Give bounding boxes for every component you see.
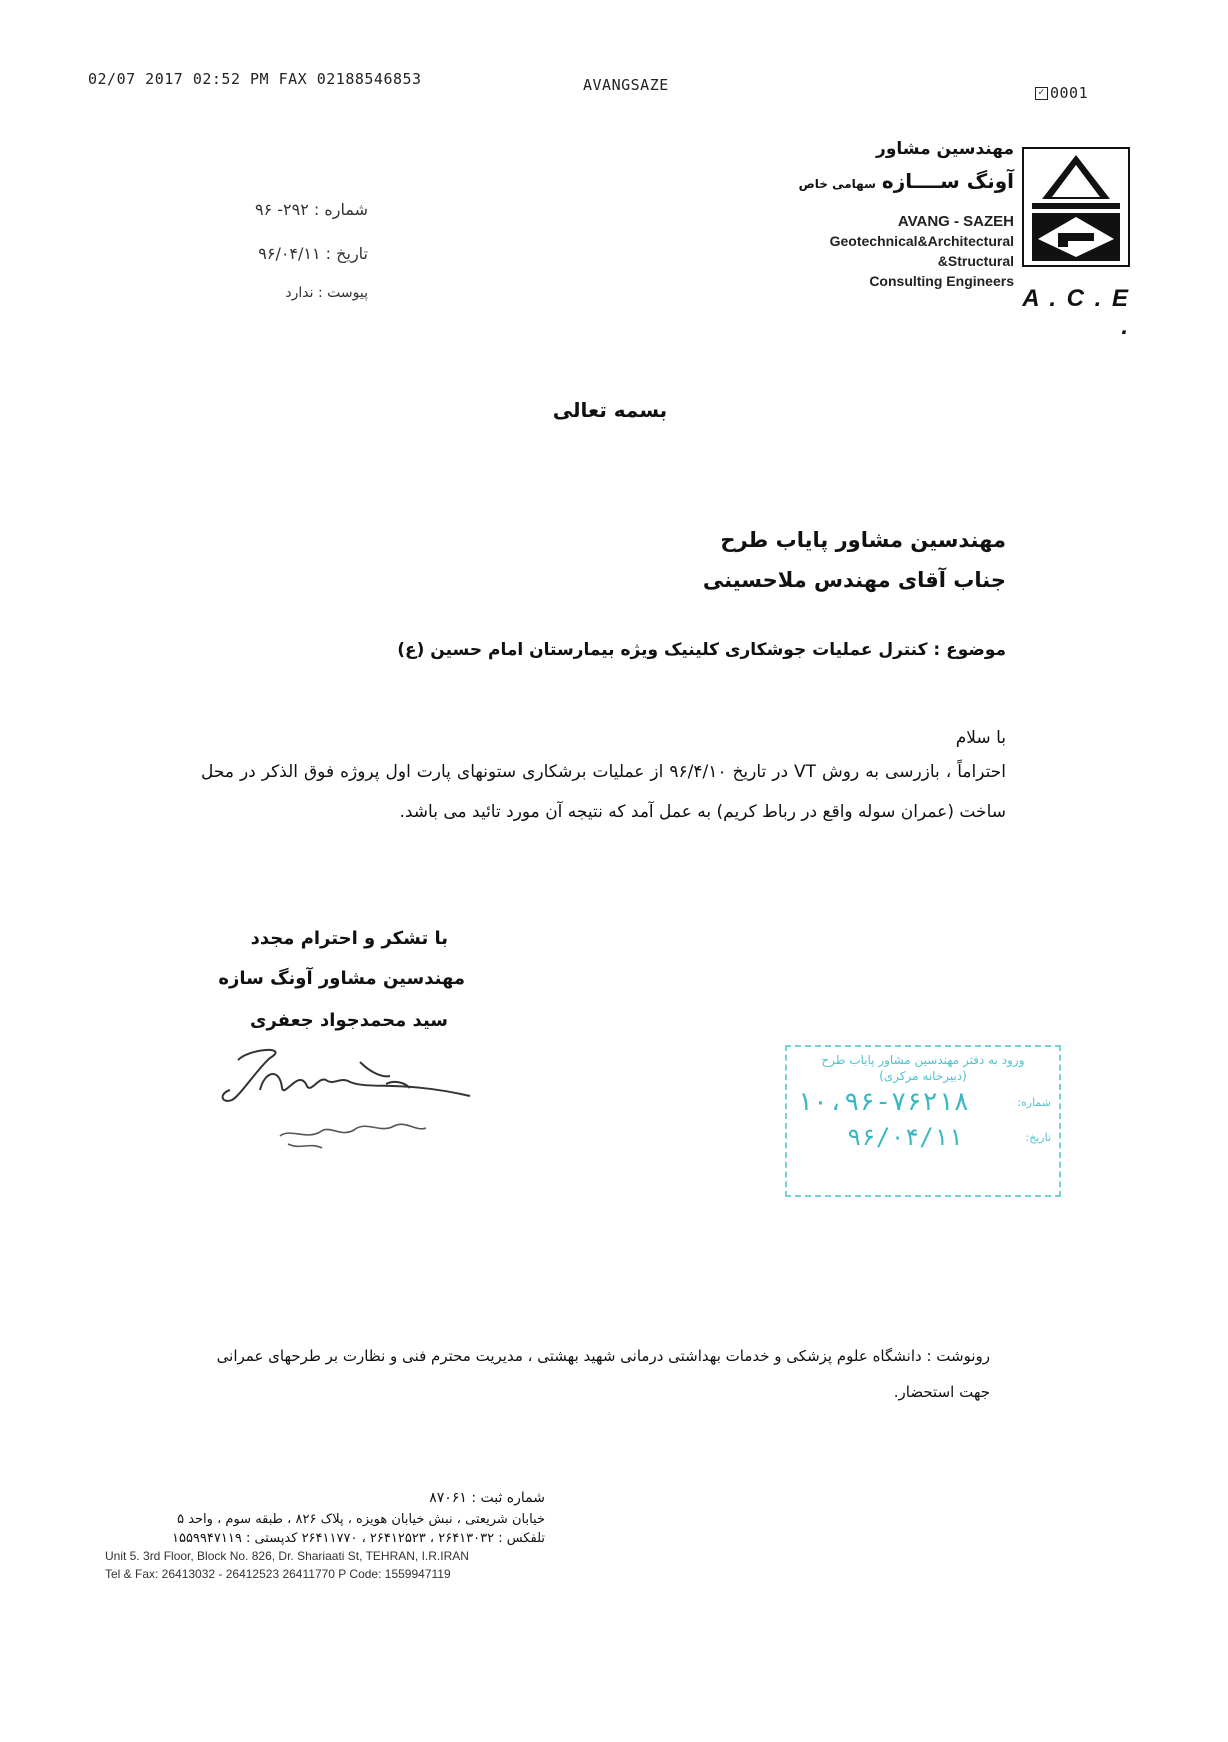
company-name-en: AVANG - SAZEH [897, 213, 1014, 230]
checkbox-icon: ✓ [1035, 87, 1048, 100]
stamp-line-2: (دبیرخانه مرکزی) [879, 1069, 967, 1083]
company-header [770, 135, 1130, 340]
company-desc-line-2: &Structural [937, 253, 1014, 269]
footer-registration: شماره ثبت : ۸۷۰۶۱ [429, 1490, 545, 1506]
letter-attachment: پیوست : ندارد [285, 285, 368, 301]
stamp-number-label: شماره: [1017, 1095, 1051, 1109]
footer-address-en: Unit 5. 3rd Floor, Block No. 826, Dr. Shariaati St, TEHRAN, I.R.IRAN [105, 1549, 469, 1563]
company-name-fa-row [799, 169, 1014, 193]
letter-body: احتراماً ، بازرسی به روش VT در تاریخ ۹۶/۴/۱۰ از عملیات برشکاری ستونهای پارت اول پروژه فوق الذکر در محل ساخت (عمران سوله واقع در رباط کریم) به عمل آمد که نتیجه آن مورد تائید می باشد. [201, 762, 1006, 822]
stamp-date-row [787, 1117, 1059, 1151]
letter-number: شماره : ۲۹۲- ۹۶ [254, 200, 368, 219]
footer-address-fa: خیابان شریعتی ، نبش خیابان هویزه ، پلاک ۸۲۶ ، طبقه سوم ، واحد ۵ [177, 1512, 545, 1527]
invocation-heading: بسمه تعالی [552, 398, 668, 422]
company-type-fa: سهامی خاص [798, 177, 876, 191]
company-desc-line-1: Geotechnical&Architectural [829, 233, 1014, 249]
greeting: با سلام [955, 728, 1006, 748]
stamp-date: ۹۶/۰۴/۱۱ [847, 1123, 963, 1151]
carbon-copy: رونوشت : دانشگاه علوم پزشکی و خدمات بهداشتی درمانی شهید بهشتی ، مدیریت محترم فنی و نظارت بر طرحهای عمرانی جهت استحضار. [216, 1347, 990, 1401]
company-title-fa: مهندسین مشاور [876, 139, 1014, 159]
stamp-date-label: تاریخ: [1025, 1130, 1051, 1144]
closing-company: مهندسین مشاور آونگ سازه [218, 968, 465, 989]
letter-date: تاریخ : ۹۶/۰۴/۱۱ [258, 244, 368, 263]
receipt-stamp [785, 1045, 1061, 1197]
fax-sender: AVANGSAZE [583, 76, 669, 94]
footer-phones-en: Tel & Fax: 26413032 - 26412523 26411770 P Code: 1559947119 [105, 1567, 451, 1581]
company-name-fa: آونگ ســــازه [881, 169, 1014, 193]
letter-subject: موضوع : کنترل عملیات جوشکاری کلینیک ویژه بیمارستان امام حسین (ع) [397, 640, 1006, 660]
company-logo-icon [1022, 147, 1130, 267]
fax-page-number: ✓ 0001 [1035, 84, 1088, 102]
company-desc-line-3: Consulting Engineers [869, 273, 1014, 289]
stamp-number-row [787, 1083, 1059, 1117]
signature [210, 1040, 500, 1160]
footer [105, 1490, 545, 1582]
fax-timestamp: 02/07 2017 02:52 PM FAX 02188546853 [88, 70, 422, 88]
stamp-number: ۱۰،۹۶-۷۶۲۱۸ [797, 1087, 970, 1117]
company-abbr: A . C . E . [1022, 285, 1130, 340]
signer-name: سید محمدجواد جعفری [249, 1010, 448, 1031]
recipient-person: جناب آقای مهندس ملاحسینی [702, 568, 1006, 592]
footer-phones-fa: تلفکس : ۲۶۴۱۳۰۳۲ ، ۲۶۴۱۲۵۲۳ ، ۲۶۴۱۱۷۷۰ کدپستی : ۱۵۵۹۹۴۷۱۱۹ [171, 1531, 545, 1546]
closing-thanks: با تشکر و احترام مجدد [250, 928, 448, 949]
recipient-org: مهندسین مشاور پایاب طرح [720, 528, 1006, 552]
stamp-line-1: ورود به دفتر مهندسین مشاور پایاب طرح [821, 1053, 1025, 1067]
